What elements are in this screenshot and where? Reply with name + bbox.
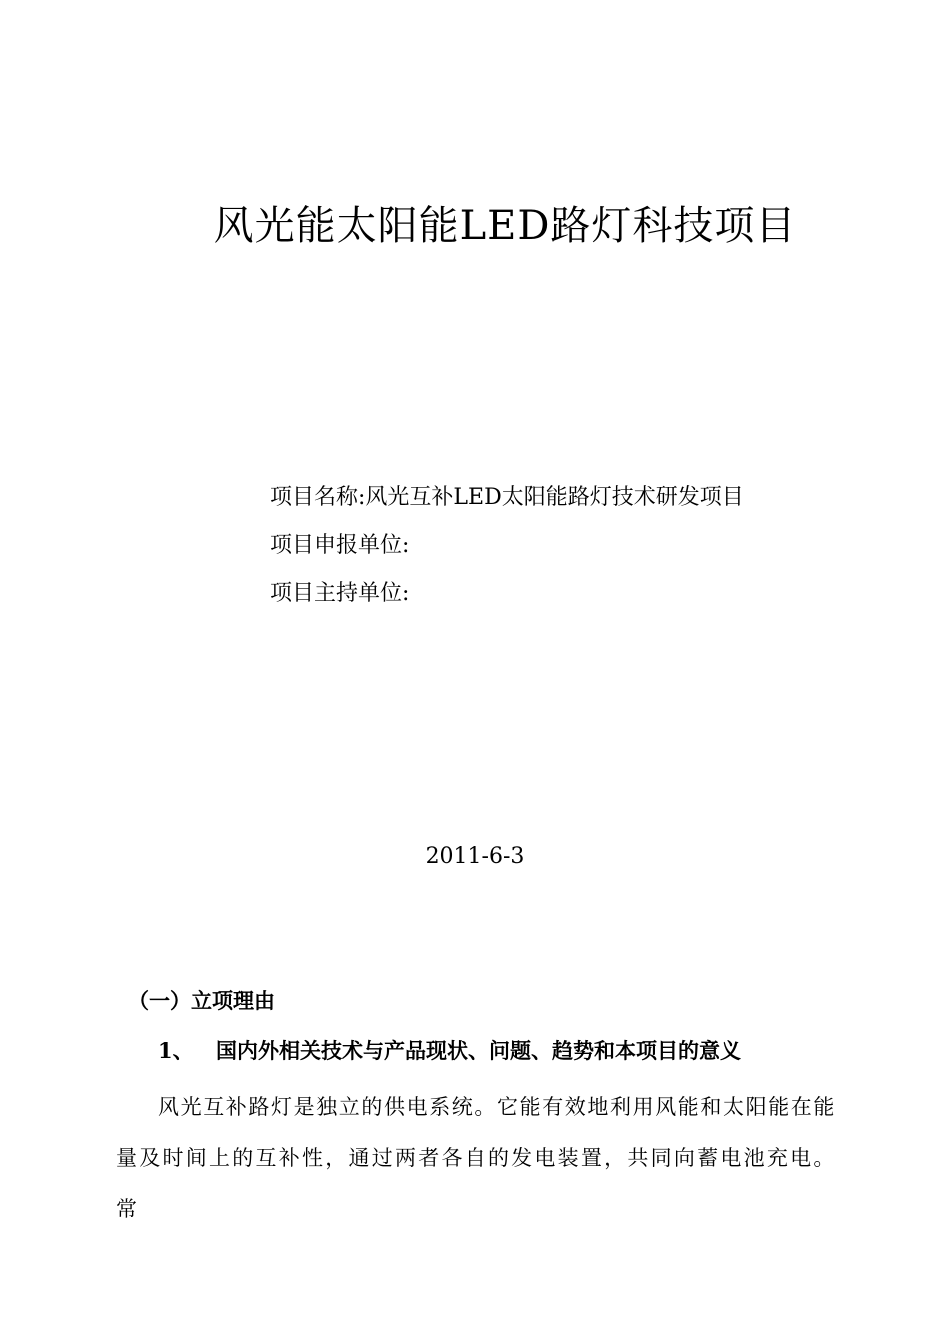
applicant-unit-line: 项目申报单位: — [270, 533, 410, 558]
section-heading: （一）立项理由 — [128, 988, 275, 1013]
document-title: 风光能太阳能LED路灯科技项目 — [213, 203, 797, 249]
project-name-line: 项目名称:风光互补LED太阳能路灯技术研发项目 — [270, 485, 744, 510]
sub-heading-text: 国内外相关技术与产品现状、问题、趋势和本项目的意义 — [216, 1038, 741, 1063]
host-unit-line: 项目主持单位: — [270, 581, 410, 606]
document-date: 2011-6-3 — [425, 844, 525, 869]
sub-heading-number: 1、 — [158, 1038, 194, 1063]
project-info-block — [270, 474, 744, 618]
body-paragraph: 风光互补路灯是独立的供电系统。它能有效地利用风能和太阳能在能量及时间上的互补性，通过两者各自的发电装置，共同向蓄电池充电。常 — [116, 1095, 836, 1221]
sub-heading — [158, 1036, 741, 1066]
